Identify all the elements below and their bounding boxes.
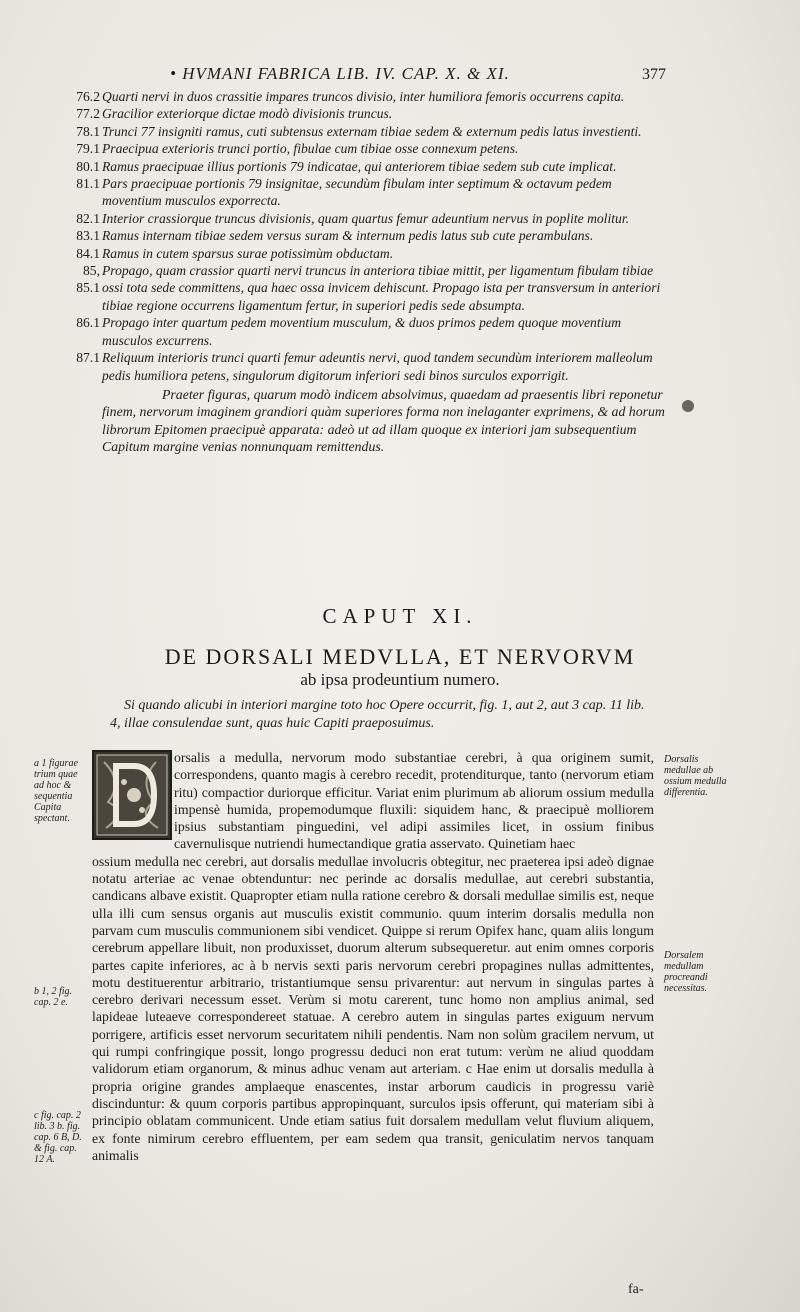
legend-text: Ramus in cutem sparsus surae potissimùm obductam.	[102, 245, 394, 261]
legend-entry	[60, 262, 670, 314]
legend-number: 85, 85.1	[76, 263, 100, 296]
running-head: • HVMANI FABRICA LIB. IV. CAP. X. & XI.	[170, 64, 510, 83]
legend-text: Quarti nervi in duos crassitie impares truncos divisio, inter humiliora femoris occurrens capita.	[102, 89, 625, 104]
legend-number: 76.2	[76, 89, 100, 104]
legend-entry	[60, 105, 670, 122]
legend-entry	[60, 349, 670, 384]
catchword: fa-	[628, 1282, 644, 1297]
legend-entry	[60, 158, 670, 175]
right-margin-note-1: Dorsalis medullae ab ossium medulla differentia.	[664, 754, 727, 798]
legend-text: Reliquum interioris trunci quarti femur adeuntis nervi, quod tandem secundùm interiorem malleolum pedis humiliora petens, singulorum digitorum inferiori sedi binos surculos exporrigit.	[102, 350, 653, 383]
chapter-subtitle: ab ipsa prodeuntium numero.	[300, 670, 500, 689]
praeter-paragraph: Praeter figuras, quarum modò indicem absolvimus, quaedam ad praesentis libri reponetur finem, nervorum imaginem grandiori quàm superiores forma non inelaganter exprimens, & ad horum librorum Epitomen praecipuè apparata: adeò ut ad illam quoque ex interiori jam subsequentium Capitum margine venias nonnunquam remittendus.	[102, 386, 665, 455]
bleed-through-text	[690, 112, 790, 127]
chapter-number: CAPUT XI.	[322, 604, 478, 628]
page-number: 377	[642, 66, 666, 83]
legend-text: Gracilior exteriorque dictae modò divisionis truncus.	[102, 106, 393, 122]
legend-number: 78.1	[76, 123, 100, 139]
legend-entry	[60, 175, 670, 210]
legend-text: Trunci 77 insigniti ramus, cuti subtensus externam tibiae sedem & externum pedis latus investienti.	[102, 123, 642, 139]
legend-text: Propago inter quartum pedem moventium musculum, & duos primos pedem quoque moventium musculos excurrens.	[102, 315, 622, 348]
legend-number: 86.1	[76, 315, 100, 331]
legend-number: 79.1	[76, 141, 100, 157]
chapter-intro: Si quando alicubi in interiori margine toto hoc Opere occurrit, fig. 1, aut 2, aut 3 cap. 11 lib. 4, illae consulendae sunt, quas huic Capiti praeposuimus.	[110, 698, 645, 731]
chapter-title: DE DORSALI MEDVLLA, ET NERVORVM	[164, 644, 636, 669]
legend-entry	[60, 123, 670, 140]
ink-dot	[682, 400, 694, 412]
legend-number: 84.1	[76, 245, 100, 261]
legend-entry	[60, 227, 670, 244]
left-margin-note-1: a 1 figurae trium quae ad hoc & sequentia Capita spectant.	[34, 758, 78, 824]
legend-entry	[60, 210, 670, 227]
figure-legend	[60, 88, 670, 456]
body-text	[92, 749, 654, 1164]
legend-entry	[60, 245, 670, 262]
legend-entry	[60, 140, 670, 157]
first-paragraph: orsalis a medulla, nervorum modo substantiae cerebri, à qua originem sumit, correspondens, quanto magis à cerebro recedit, protenditurque, tanto (nervorum etiam ritu) compactior duriorque efficitur. Variat enim plurimum ab aliorum ossium medulla impensè humida, propemodumque fluxili: siquidem hanc, & praecipuè molliorem ipsius substantiam pinguedini, vel adipi assimiles licet, in ossium finibus cavernulisque nutriendi humectandique gratia asservato. Quinetiam haec	[174, 750, 654, 852]
second-paragraph: ossium medulla nec cerebri, aut dorsalis medullae involucris obtegitur, nec praeterea ipsi adeò dignae notatu arteriae ac venae obtenduntur: nec perinde ac dorsalis medullae, aut cerebri substantia, candicans albave existit. Quapropter etiam nulla ratione cerebro & dorsali medullae similis est, neque ulla illi cum sensus organis aut musculis existit communio. quum interim dorsalis medulla non parvam cum musculis communionem sibi vendicet. Quippe si rerum Opifex hanc, quam aliis longum cerebrum appellare libuit, non produxisset, duorum alterum subsequeretur. aut enim omnes corporis partes capite inferiores, ac à b nervis sexti paris nervorum cerebri propagines nullas admittentes, motu destituerentur arbitrario, tristantiumque sensu privarentur: aut nervum in singulas partes à cerebro derivari necessum esset. Verùm si motu carerent, tunc homo non amplius animal, sed lapideae luteaeve correspondereet statuae. A cerebro autem in singulas partes exiguum nervum porrigere, artificis esset nervorum securitatem nihili pendentis. Nam non solùm gracilem nervum, ut qui rumpi confringique possit, longo progressu deduci non erat tutum: verùm ne aliud quoddam validorum etiam organorum, & minus adhuc venam aut arteriam. c Hae enim ut dorsalis medulla à propria origine grandes amplaeque enascentes, instar arborum caudicis in progressu variè discinduntur: & quum corporis partibus appropinquant, surculos ipsis offerunt, qui materiam sibi à principio oblatam communicent. Unde etiam satius fuit dorsalem medullam velut fluvium aliquem, ex fonte nimirum cerebro effluentem, per eam sedem qua transit, geniculatim nervos tanquam animalis	[92, 853, 654, 1163]
right-margin-note-2: Dorsalem medullam procreandi necessitas.	[664, 950, 708, 994]
legend-text: Propago, quam crassior quarti nervi truncus in anteriora tibiae mittit, per ligamentum fibulam tibiae ossi tota sede committens, qua haec ossa invicem dehiscunt. Propago ista per transversum in anteriori tibiae regione occurrens ligamentum fertur, in superiori pedis sede absumpta.	[102, 263, 661, 313]
legend-text: Pars praecipuae portionis 79 insignitae, secundùm fibulam inter septimum & octavum pedem moventium musculos exporrecta.	[102, 176, 612, 209]
legend-entry	[60, 314, 670, 349]
legend-text: Interior crassiorque truncus divisionis, quam quartus femur adeuntium nervus in poplite molitur.	[102, 210, 629, 226]
legend-number: 80.1	[76, 158, 100, 174]
left-margin-note-3: c fig. cap. 2 lib. 3 b. fig. cap. 6 B, D. & fig. cap. 12 A.	[34, 1110, 82, 1165]
legend-list	[60, 88, 670, 384]
left-margin-note-2: b 1, 2 fig. cap. 2 e.	[34, 986, 73, 1008]
legend-number: 82.1	[76, 210, 100, 226]
legend-entry	[60, 88, 670, 105]
legend-text: Ramus praecipuae illius portionis 79 indicatae, qui anteriorem tibiae sedem sub cute implicat.	[102, 158, 617, 174]
legend-number: 81.1	[76, 176, 100, 192]
legend-number: 87.1	[76, 350, 100, 366]
legend-text: Praecipua exterioris trunci portio, fibulae cum tibiae osse connexum petens.	[102, 141, 519, 157]
legend-text: Ramus internam tibiae sedem versus suram & internum pedis latus sub cute perambulans.	[102, 228, 594, 244]
legend-number: 83.1	[76, 228, 100, 244]
legend-number: 77.2	[76, 106, 100, 122]
